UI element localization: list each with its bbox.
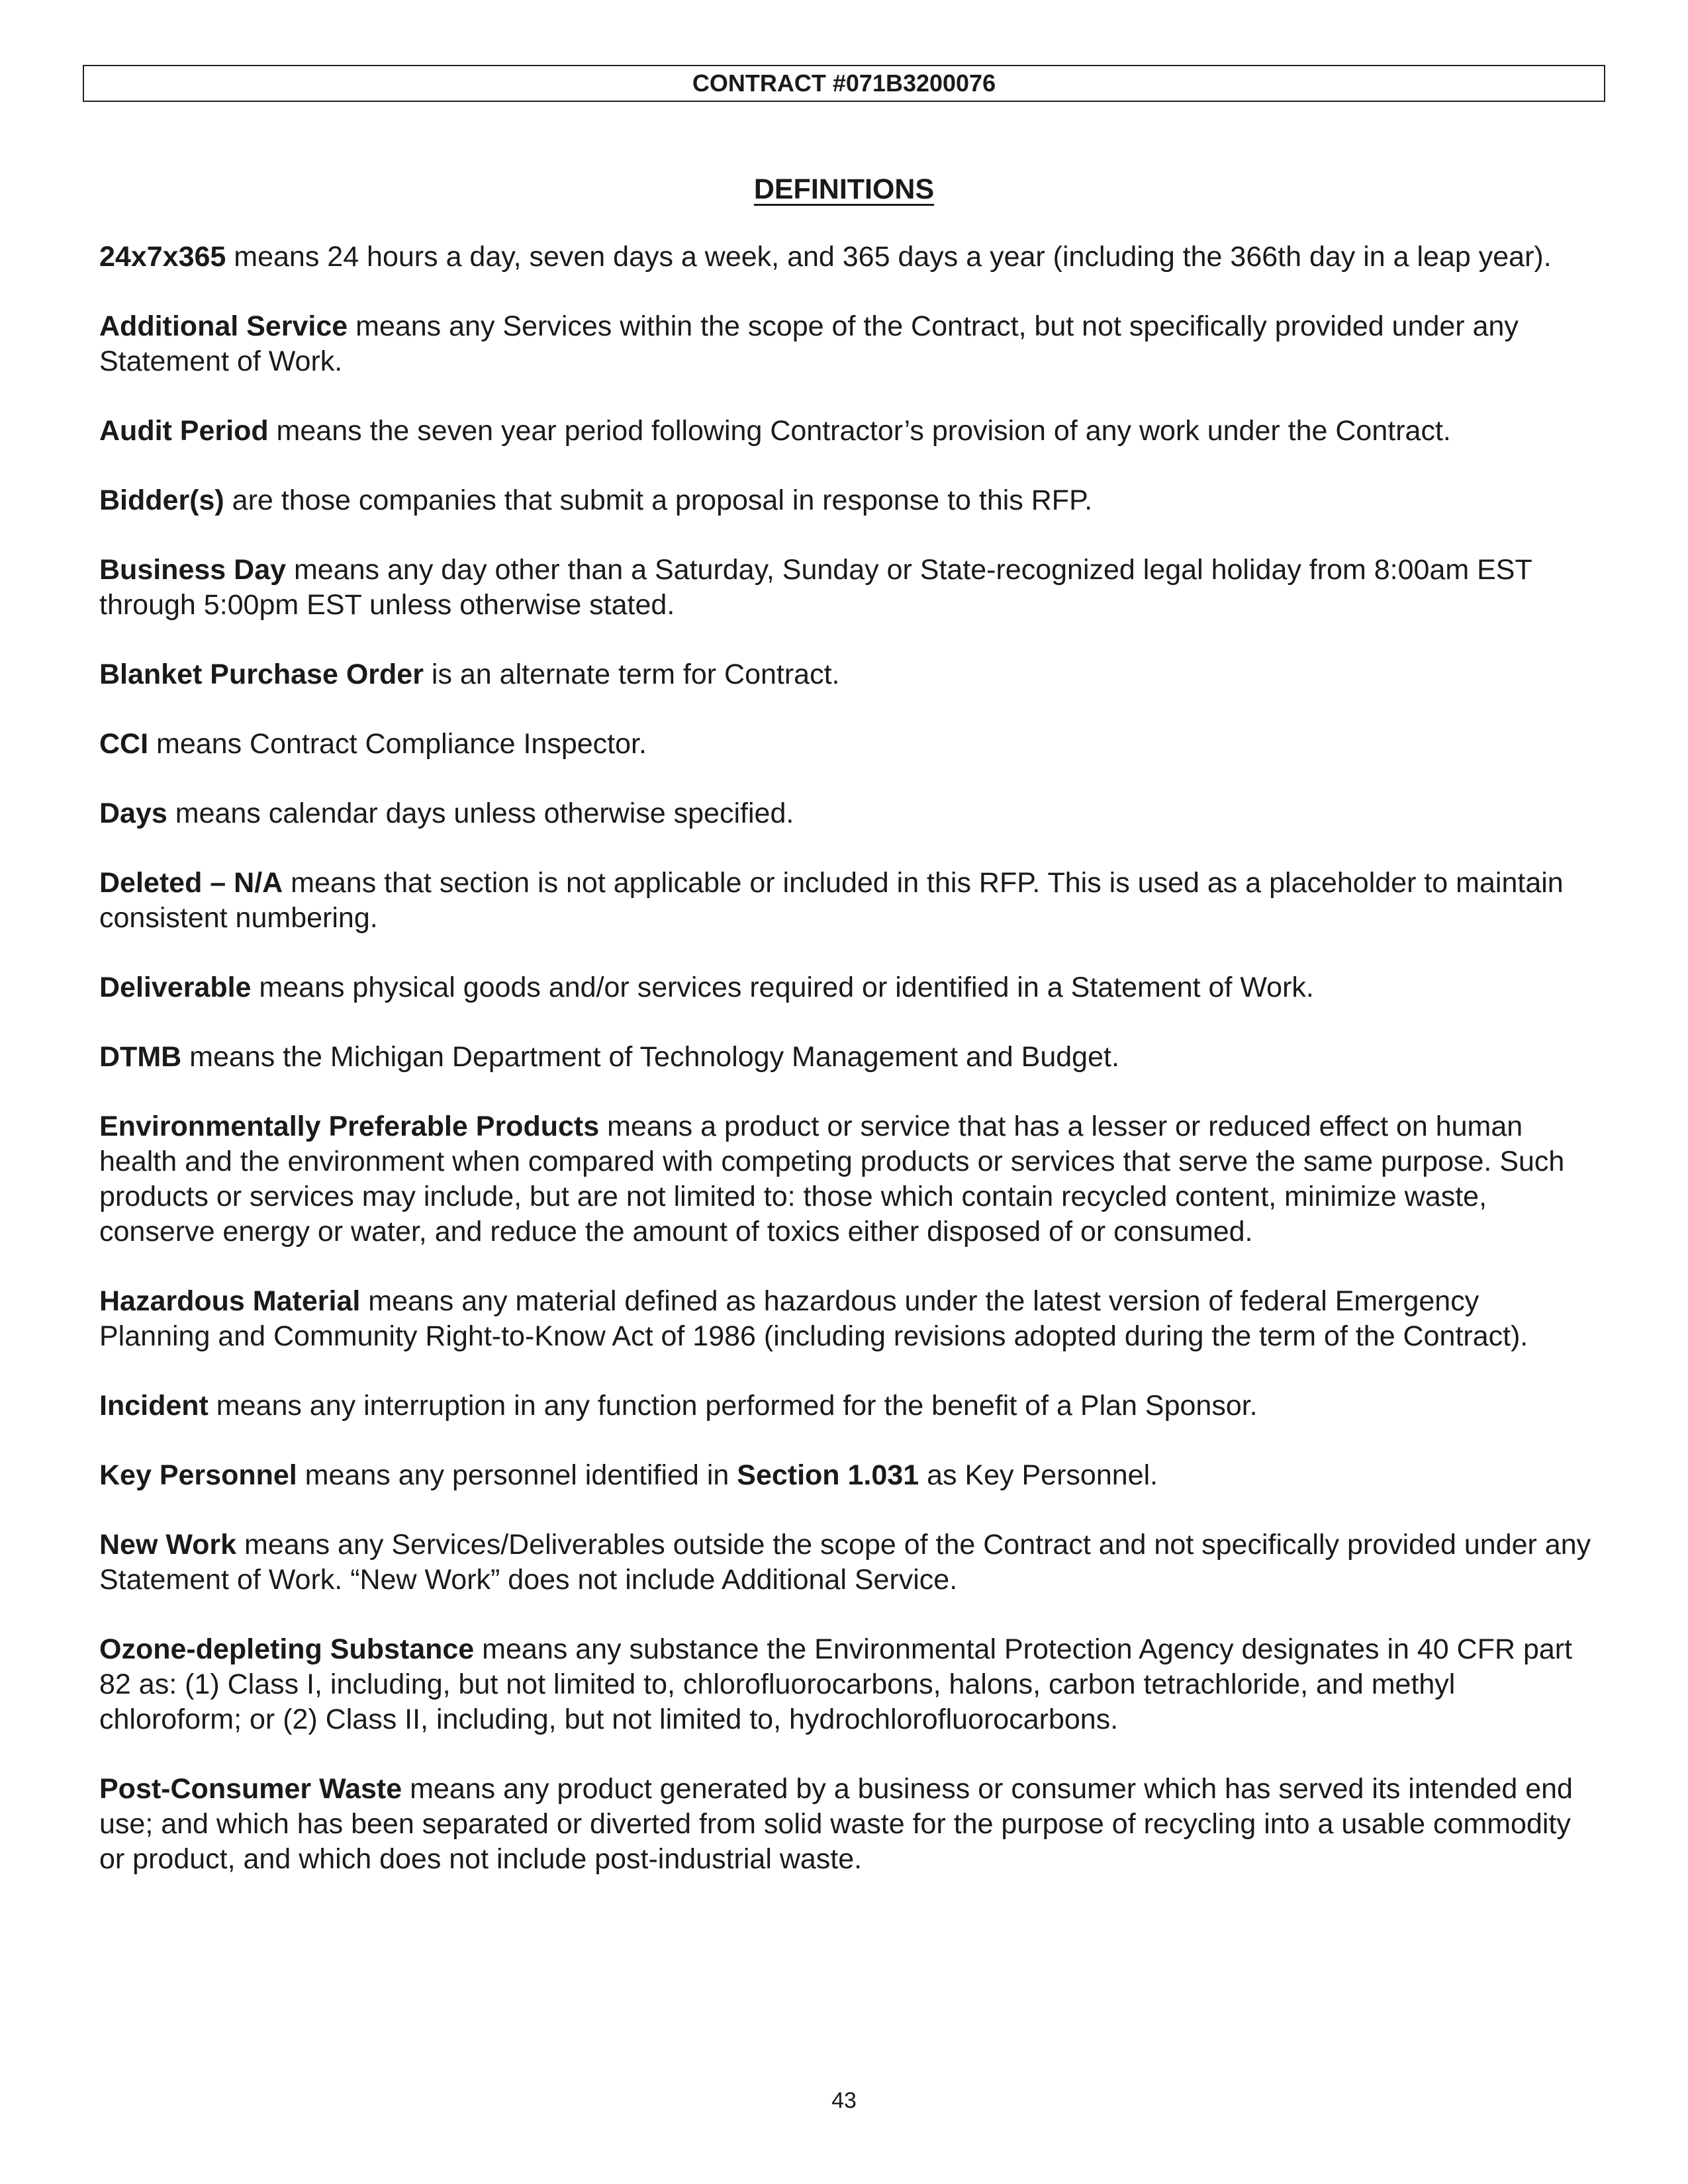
definition-term: Post-Consumer Waste [99, 1773, 402, 1805]
definition-text: means any product generated by a business or consumer which has served its intended end use; and which has been separated or diverted from solid waste for the purpose of recycling into a usable commodity or product, and which does not include post-industrial waste. [99, 1773, 1573, 1875]
definition-key-personnel [99, 1458, 1595, 1493]
definition-dtmb [99, 1040, 1595, 1075]
contract-number: CONTRACT #071B3200076 [692, 69, 996, 97]
definition-bidders [99, 483, 1595, 518]
definition-term: Business Day [99, 554, 287, 586]
definition-blanket-purchase-order [99, 657, 1595, 692]
definition-term: Audit Period [99, 415, 269, 447]
definition-term: Ozone-depleting Substance [99, 1633, 475, 1665]
definition-text: are those companies that submit a proposal in response to this RFP. [224, 484, 1093, 516]
definition-text: is an alternate term for Contract. [423, 659, 840, 690]
definition-text: means any personnel identified in [297, 1459, 737, 1491]
definition-text: means any substance the Environmental Protection Agency designates in 40 CFR part 82 as: (1) Class I, including, but not limited to, chlorofluorocarbons, halons, carbon tetrachloride, and methyl chloroform; or (2) Class II, including, but not limited to, hydrochlorofluorocarbons. [99, 1633, 1573, 1735]
definition-term: CCI [99, 728, 149, 760]
contract-header [83, 65, 1605, 102]
definition-text: means Contract Compliance Inspector. [148, 728, 647, 760]
definition-post-consumer-waste [99, 1772, 1595, 1877]
definition-term: New Work [99, 1529, 237, 1561]
definition-term: Key Personnel [99, 1459, 297, 1491]
definition-text: means any day other than a Saturday, Sunday or State-recognized legal holiday from 8:00am EST through 5:00pm EST unless otherwise stated. [99, 554, 1532, 621]
definition-text: means any interruption in any function performed for the benefit of a Plan Sponsor. [208, 1390, 1258, 1422]
definition-text-after: as Key Personnel. [919, 1459, 1158, 1491]
definition-days [99, 796, 1595, 831]
definition-text: means any Services/Deliverables outside the scope of the Contract and not specifically provided under any Statement of Work. “New Work” does not include Additional Service. [99, 1529, 1591, 1596]
definition-business-day [99, 553, 1595, 623]
definition-text: means calendar days unless otherwise specified. [167, 797, 794, 829]
definitions-list [99, 240, 1595, 1911]
definition-incident [99, 1388, 1595, 1424]
definition-text: means any Services within the scope of the Contract, but not specifically provided under any Statement of Work. [99, 310, 1519, 377]
definition-new-work [99, 1527, 1595, 1598]
definition-deleted-na [99, 866, 1595, 936]
definition-term: Deleted – N/A [99, 867, 283, 899]
definition-cci [99, 727, 1595, 762]
definition-24x7x365 [99, 240, 1595, 275]
definition-term: Days [99, 797, 167, 829]
definition-term: Bidder(s) [99, 484, 224, 516]
definition-term: Deliverable [99, 972, 252, 1003]
definition-text: means the seven year period following Contractor’s provision of any work under the Contract. [268, 415, 1451, 447]
definition-text: means a product or service that has a lesser or reduced effect on human health and the environment when compared with competing products or services that serve the same purpose. Such products or services may include, but are not limited to: those which contain recycled content, minimize waste, conserve energy or water, and reduce the amount of toxics either disposed of or consumed. [99, 1111, 1565, 1248]
section-reference: Section 1.031 [737, 1459, 919, 1491]
definition-term: DTMB [99, 1041, 182, 1073]
definition-text: means any material defined as hazardous under the latest version of federal Emergency Planning and Community Right-to-Know Act of 1986 (including revisions adopted during the term of the Contract). [99, 1285, 1528, 1352]
page-number: 43 [831, 2088, 857, 2113]
definition-text: means physical goods and/or services required or identified in a Statement of Work. [251, 972, 1314, 1003]
definition-audit-period [99, 414, 1595, 449]
definition-term: 24x7x365 [99, 241, 226, 273]
definition-term: Additional Service [99, 310, 348, 342]
definition-term: Blanket Purchase Order [99, 659, 424, 690]
definition-hazardous-material [99, 1284, 1595, 1354]
definition-environmentally-preferable-products [99, 1109, 1595, 1250]
definition-deliverable [99, 970, 1595, 1005]
definition-text: means that section is not applicable or included in this RFP. This is used as a placeholder to maintain consistent numbering. [99, 867, 1564, 934]
definition-additional-service [99, 309, 1595, 379]
definition-term: Environmentally Preferable Products [99, 1111, 600, 1142]
definition-term: Hazardous Material [99, 1285, 361, 1317]
definition-text: means 24 hours a day, seven days a week, and 365 days a year (including the 366th day in a leap year). [226, 241, 1552, 273]
definition-term: Incident [99, 1390, 209, 1422]
definition-text: means the Michigan Department of Technology Management and Budget. [181, 1041, 1119, 1073]
definition-ozone-depleting-substance [99, 1632, 1595, 1737]
page-title: DEFINITIONS [753, 173, 935, 205]
